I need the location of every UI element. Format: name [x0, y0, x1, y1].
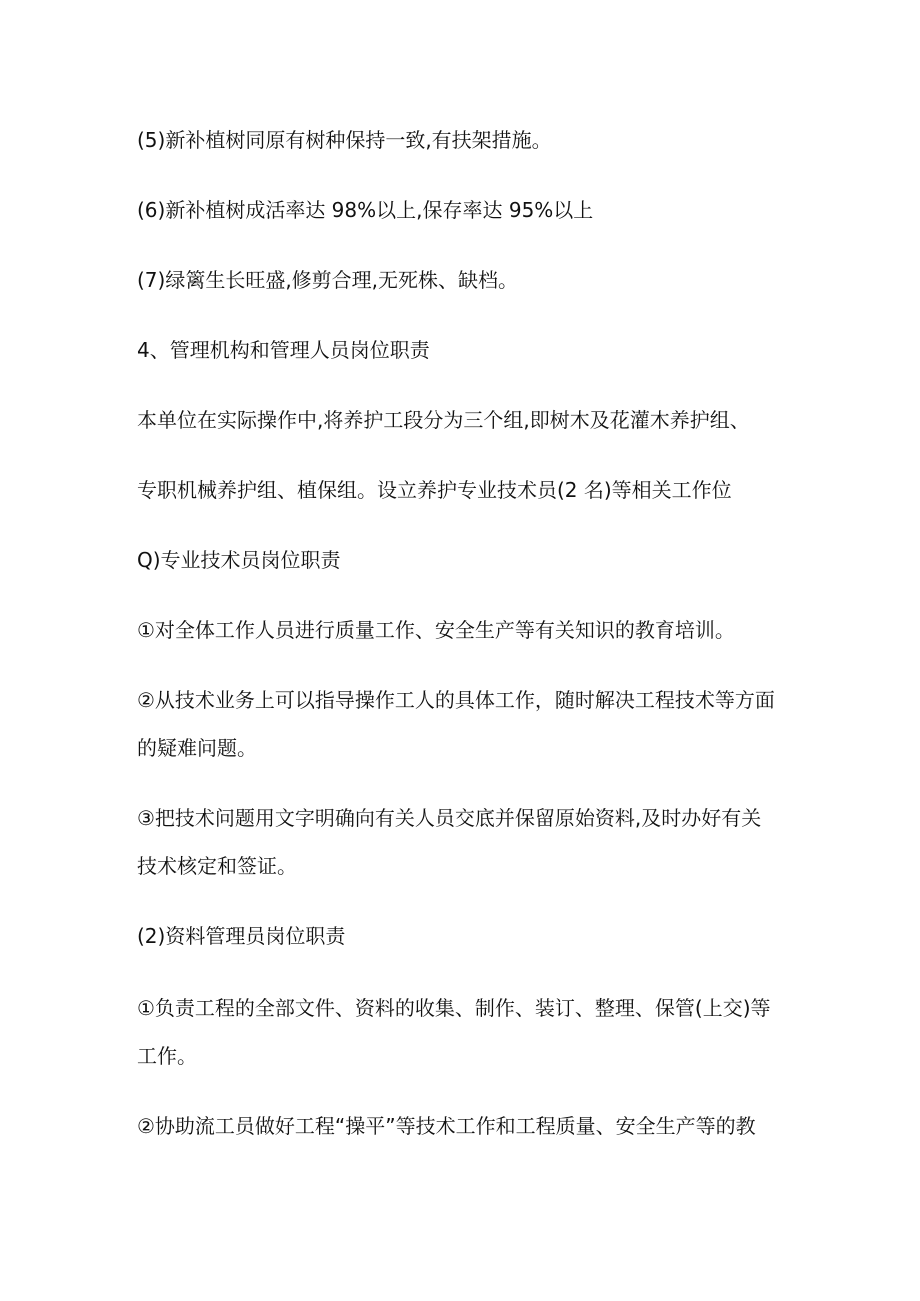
list-item-5: (5)新补植树同原有树种保持一致,有扶架措施。	[137, 128, 552, 152]
records-manager-duty-1: ①负责工程的全部文件、资料的收集、制作、装订、整理、保管(上交)等	[137, 996, 771, 1020]
intro-paragraph-line: 本单位在实际操作中,将养护工段分为三个组,即树木及花灌木养护组、	[137, 408, 750, 432]
records-manager-duty-1-continued: 工作。	[137, 1044, 197, 1068]
technician-duty-3: ③把技术问题用文字明确向有关人员交底并保留原始资料,及时办好有关	[137, 806, 762, 830]
technician-duty-1: ①对全体工作人员进行质量工作、安全生产等有关知识的教育培训。	[137, 618, 735, 642]
section-heading: 4、管理机构和管理人员岗位职责	[137, 338, 430, 362]
records-manager-duties-heading: (2)资料管理员岗位职责	[137, 924, 346, 948]
technician-duty-2-continued: 的疑难问题。	[137, 736, 257, 760]
technician-duty-2: ②从技术业务上可以指导操作工人的具体工作，随时解决工程技术等方面	[137, 688, 775, 712]
list-item-6: (6)新补植树成活率达 98%以上,保存率达 95%以上	[137, 198, 594, 222]
list-item-7: (7)绿篱生长旺盛,修剪合理,无死株、缺档。	[137, 268, 519, 292]
intro-paragraph-line: 专职机械养护组、植保组。设立养护专业技术员(2 名)等相关工作位	[137, 478, 732, 502]
technician-duties-heading: Q)专业技术员岗位职责	[137, 548, 341, 572]
technician-duty-3-continued: 技术核定和签证。	[137, 854, 297, 878]
records-manager-duty-2: ②协助流工员做好工程“操平”等技术工作和工程质量、安全生产等的教	[137, 1114, 756, 1138]
